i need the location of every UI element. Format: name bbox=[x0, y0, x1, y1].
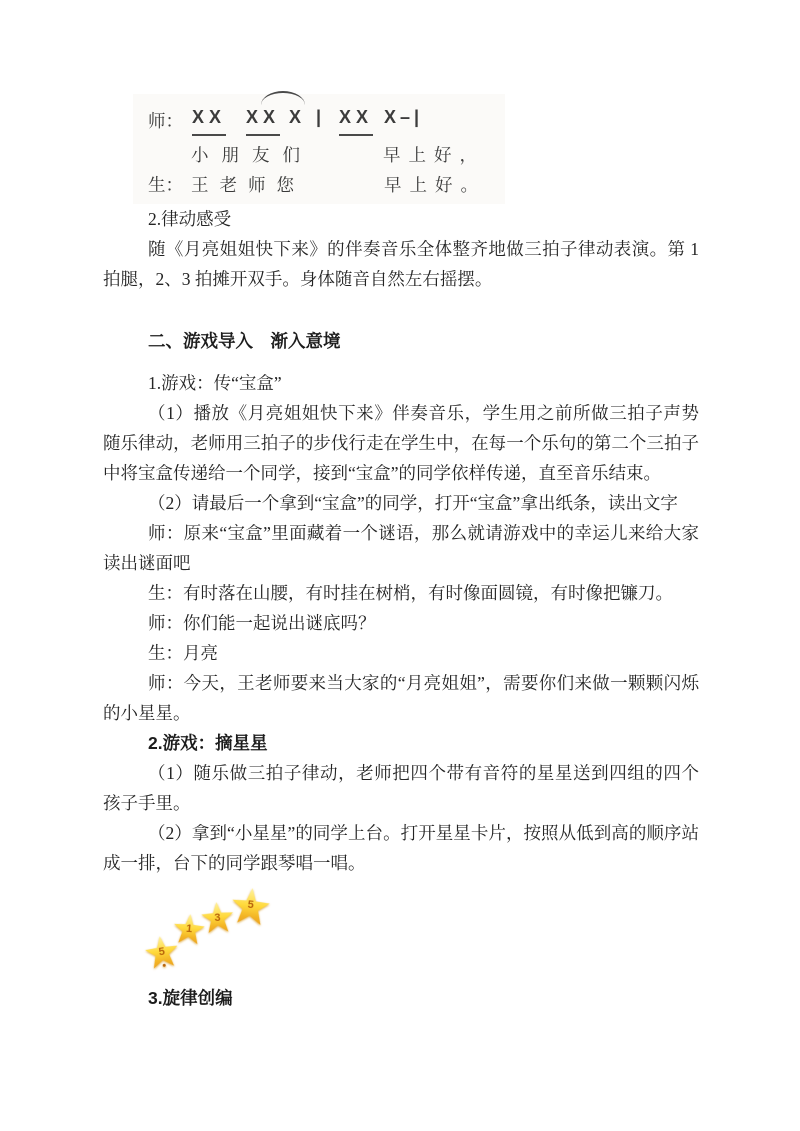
star-note-number: 5 bbox=[247, 899, 255, 912]
paragraph-game1-step1: （1）播放《月亮姐姐快下来》伴奏音乐，学生用之前所做三拍子声势随乐律动，老师用三拍子的步伐行走在学生中，在每一个乐句的第二个三拍子中将宝盒传递给一个同学，接到“宝盒”的同学依样传递，直至音乐结束。 bbox=[103, 403, 699, 483]
paragraph-game1-step2: （2）请最后一个拿到“宝盒”的同学，打开“宝盒”拿出纸条，读出文字 bbox=[148, 493, 678, 513]
paragraph-rhythm-feel-title: 2.律动感受 bbox=[148, 209, 232, 229]
rhythm-notation-image bbox=[103, 100, 699, 204]
paragraph-game1-title: 1.游戏：传“宝盒” bbox=[148, 373, 282, 393]
paragraph-teacher-moon-sister: 师：今天，王老师要来当大家的“月亮姐姐”，需要你们来做一颗颗闪烁的小星星。 bbox=[103, 673, 699, 723]
lyric-line1-right: 早上好， bbox=[383, 145, 485, 165]
lyric-line2-left: 王老师您 bbox=[191, 175, 305, 195]
rhythm-ending: X–| bbox=[384, 107, 424, 127]
paragraph-rhythm-feel-body: 随《月亮姐姐快下来》的伴奏音乐全体整齐地做三拍子律动表演。第 1 拍腿，2、3 拍摊开双手。身体随音自然左右摇摆。 bbox=[103, 239, 699, 289]
paragraph-teacher-riddle-intro: 师：原来“宝盒”里面藏着一个谜语，那么就请游戏中的幸运儿来给大家读出谜面吧 bbox=[103, 523, 699, 573]
stars-picture bbox=[145, 888, 305, 983]
star-note-number: 3 bbox=[213, 911, 221, 924]
star-note-number: 5 bbox=[157, 945, 166, 959]
rhythm-group-2: XX bbox=[246, 102, 280, 136]
section-heading-game-intro: 二、游戏导入 渐入意境 bbox=[148, 331, 341, 351]
star-note-number: 1 bbox=[185, 922, 193, 936]
star-icon bbox=[229, 886, 272, 929]
rhythm-group-1: XX bbox=[192, 102, 226, 136]
paragraph-game2-step1: （1）随乐做三拍子律动，老师把四个带有音符的星星送到四组的四个孩子手里。 bbox=[103, 763, 699, 813]
rhythm-single-note: X bbox=[289, 107, 307, 127]
paragraph-game2-step2: （2）拿到“小星星”的同学上台。打开星星卡片，按照从低到高的顺序站成一排，台下的同学跟琴唱一唱。 bbox=[103, 823, 699, 873]
heading-game2-pick-stars: 2.游戏：摘星星 bbox=[148, 733, 268, 753]
lyric-line2-right: 早上好。 bbox=[384, 175, 486, 195]
barline: | bbox=[316, 107, 327, 127]
paragraph-teacher-question: 师：你们能一起说出谜底吗？ bbox=[148, 613, 376, 633]
lyric-line1-left: 小朋友们 bbox=[191, 145, 313, 165]
paragraph-student-answer: 生：月亮 bbox=[148, 643, 218, 663]
student-label: 生： bbox=[148, 175, 183, 195]
rhythm-group-3: XX bbox=[339, 102, 373, 136]
paragraph-student-riddle: 生：有时落在山腰，有时挂在树梢，有时像面圆镜，有时像把镰刀。 bbox=[148, 583, 673, 603]
heading-melody-creation: 3.旋律创编 bbox=[148, 988, 233, 1008]
teacher-label: 师： bbox=[148, 111, 183, 131]
document-content bbox=[103, 100, 699, 1013]
